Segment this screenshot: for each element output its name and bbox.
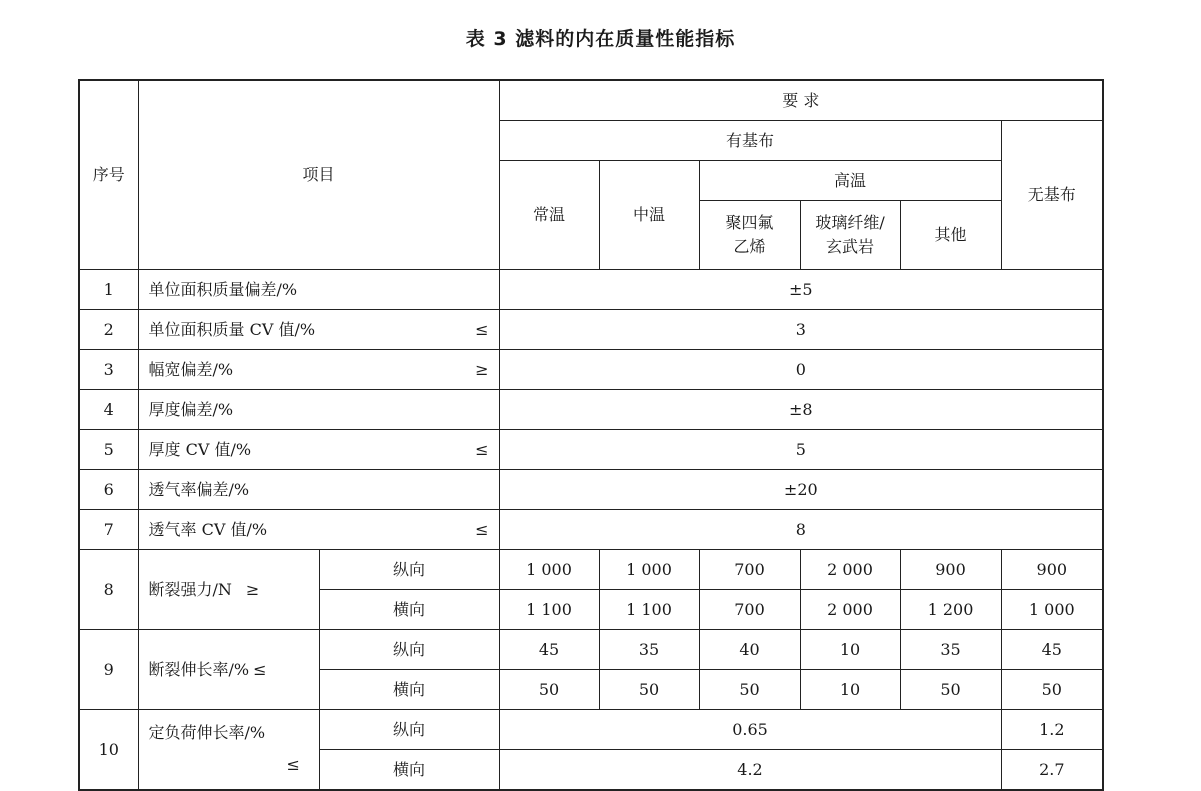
row-direction: 纵向 [319, 630, 499, 670]
header-without-base: 无基布 [1001, 121, 1103, 270]
cell-value: 1 100 [499, 590, 599, 630]
row-symbol: ≤ [253, 659, 267, 679]
cell-value: 1 100 [599, 590, 699, 630]
header-normal-temp: 常温 [499, 161, 599, 270]
row-item [138, 710, 319, 791]
row-value: ±5 [499, 270, 1103, 310]
row-direction: 纵向 [319, 550, 499, 590]
header-glass-line2: 玄武岩 [826, 237, 875, 256]
cell-value: 1.2 [1001, 710, 1103, 750]
row-direction: 横向 [319, 750, 499, 791]
row-no: 6 [79, 470, 138, 510]
row-item [138, 630, 319, 710]
header-glass [800, 201, 900, 270]
row-item-name-block [139, 711, 319, 789]
row-no: 2 [79, 310, 138, 350]
cell-value: 700 [699, 550, 800, 590]
row-item-name: 厚度偏差/% [148, 399, 234, 419]
cell-value: 45 [1001, 630, 1103, 670]
cell-value: 1 000 [1001, 590, 1103, 630]
cell-value: 35 [900, 630, 1001, 670]
table-row [79, 350, 1103, 390]
row-direction: 横向 [319, 590, 499, 630]
row-item-name: 透气率偏差/% [148, 479, 250, 499]
row-no: 1 [79, 270, 138, 310]
header-requirement: 要 求 [499, 80, 1103, 121]
cell-value: 50 [1001, 670, 1103, 710]
cell-value: 2.7 [1001, 750, 1103, 791]
row-no: 4 [79, 390, 138, 430]
header-with-base: 有基布 [499, 121, 1001, 161]
row-item-name: 厚度 CV 值/% [148, 439, 252, 459]
table-title: 表 3 滤料的内在质量性能指标 [465, 28, 736, 50]
row-item-name: 断裂伸长率/% [148, 659, 250, 679]
row-value: ±20 [499, 470, 1103, 510]
cell-value: 50 [599, 670, 699, 710]
cell-value: 50 [499, 670, 599, 710]
table-row [79, 630, 1103, 670]
row-value: ±8 [499, 390, 1103, 430]
cell-value: 700 [699, 590, 800, 630]
row-item-name: 单位面积质量 CV 值/% [148, 319, 316, 339]
row-item [138, 430, 499, 470]
header-item: 项目 [138, 80, 499, 270]
cell-value: 1 200 [900, 590, 1001, 630]
cell-value: 0.65 [499, 710, 1001, 750]
row-item-name: 幅宽偏差/% [148, 359, 234, 379]
header-mid-temp: 中温 [599, 161, 699, 270]
row-no: 9 [79, 630, 138, 710]
table-row [79, 710, 1103, 750]
row-item [138, 550, 319, 630]
header-glass-line1: 玻璃纤维/ [815, 213, 885, 232]
row-item-name: 断裂强力/N [148, 579, 232, 599]
cell-value: 4.2 [499, 750, 1001, 791]
row-value: 5 [499, 430, 1103, 470]
cell-value: 10 [800, 670, 900, 710]
table-row [79, 270, 1103, 310]
header-ptfe-line1: 聚四氟 [725, 213, 774, 232]
row-item [138, 390, 499, 430]
row-item [138, 470, 499, 510]
row-direction: 纵向 [319, 710, 499, 750]
header-other: 其他 [900, 201, 1001, 270]
row-value: 3 [499, 310, 1103, 350]
row-item [138, 310, 499, 350]
header-ptfe-line2: 乙烯 [733, 237, 766, 256]
cell-value: 45 [499, 630, 599, 670]
row-item [138, 510, 499, 550]
row-no: 10 [79, 710, 138, 791]
cell-value: 50 [699, 670, 800, 710]
row-item [138, 350, 499, 390]
row-symbol: ≤ [475, 319, 489, 339]
row-no: 5 [79, 430, 138, 470]
row-symbol: ≤ [286, 754, 300, 774]
table-row [79, 470, 1103, 510]
table-row [79, 390, 1103, 430]
table-row [79, 310, 1103, 350]
row-symbol: ≥ [245, 579, 260, 599]
cell-value: 2 000 [800, 550, 900, 590]
row-no: 7 [79, 510, 138, 550]
row-no: 3 [79, 350, 138, 390]
row-item-name: 透气率 CV 值/% [148, 519, 268, 539]
row-direction: 横向 [319, 670, 499, 710]
cell-value: 2 000 [800, 590, 900, 630]
row-no: 8 [79, 550, 138, 630]
spec-table [78, 79, 1104, 791]
header-ptfe [699, 201, 800, 270]
cell-value: 10 [800, 630, 900, 670]
cell-value: 35 [599, 630, 699, 670]
row-symbol: ≤ [475, 439, 489, 459]
table-row [79, 550, 1103, 590]
cell-value: 1 000 [499, 550, 599, 590]
header-seq: 序号 [79, 80, 138, 270]
cell-value: 50 [900, 670, 1001, 710]
cell-value: 1 000 [599, 550, 699, 590]
table-row [79, 510, 1103, 550]
row-value: 8 [499, 510, 1103, 550]
cell-value: 900 [900, 550, 1001, 590]
row-item-name: 单位面积质量偏差/% [148, 279, 298, 299]
cell-value: 900 [1001, 550, 1103, 590]
table-row [79, 430, 1103, 470]
row-symbol: ≤ [475, 519, 489, 539]
cell-value: 40 [699, 630, 800, 670]
header-high-temp: 高温 [699, 161, 1001, 201]
row-symbol: ≥ [475, 359, 489, 379]
row-value: 0 [499, 350, 1103, 390]
row-item [138, 270, 499, 310]
row-item-name: 定负荷伸长率/% [148, 722, 266, 742]
